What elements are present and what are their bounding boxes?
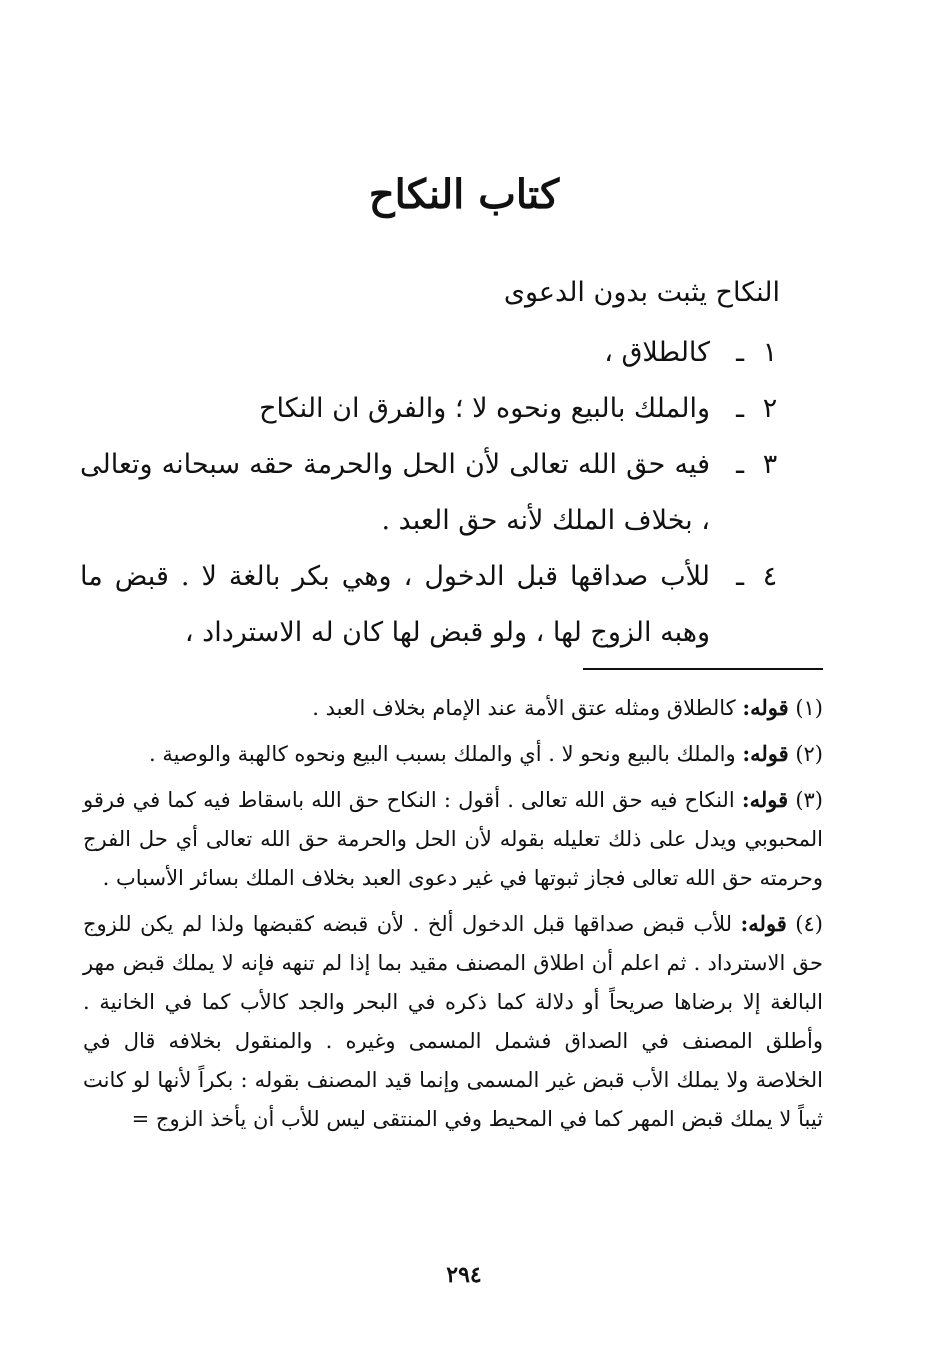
item-number: ٤ (762, 561, 778, 592)
footnote-number: (٢) (795, 742, 823, 766)
footnote-text: والملك بالبيع ونحو لا . أي والملك بسبب البيع ونحوه كالهبة والوصية . (148, 742, 736, 766)
page-number: ٢٩٤ (446, 1262, 482, 1288)
footnote-number: (٤) (795, 912, 823, 936)
intro-line: النكاح يثبت بدون الدعوى (503, 277, 780, 308)
footnote-keyword: قوله: (741, 787, 789, 812)
item-dash: ـ (736, 561, 744, 592)
item-1 (80, 325, 780, 381)
footnote-number: (١) (795, 696, 823, 720)
footnote-number: (٣) (795, 788, 823, 812)
item-4 (80, 549, 780, 661)
footnote-text: للأب قبض صداقها قبل الدخول ألخ . لأن قبضه كقبضها ولذا لم يكن للزوج حق الاسترداد . ثم اعلم أن اطلاق المصنف مقيد بما إذا لم تنهه فإنه لا يملك قبض مهر البالغة إلا برضاها صريحاً أو دلالة كما ذكره في البحر والجد كالأب كما في الخانية . وأطلق المصنف في الصداق فشمل المسمى وغيره . والمنقول بخلافه قال في الخلاصة ولا يملك الأب قبض غير المسمى وإنما قيد المصنف بقوله : بكراً لأنها لو كانت ثيباً لا يملك قبض المهر كما في المحيط وفي المنتقى ليس للأب أن يأخذ الزوج = (83, 912, 823, 1131)
footnote-text: النكاح فيه حق الله تعالى . أقول : النكاح حق الله باسقاط فيه كما في فرقو المحبوبي ويدل على ذلك تعليله بقوله لأن الحل والحرمة حق الله تعالى أي حل الفرج وحرمته حق الله تعالى فجاز ثبوتها في غير دعوى العبد بخلاف الملك بسائر الأسباب . (83, 788, 823, 890)
item-number: ٢ (762, 393, 778, 424)
footnote-1 (83, 688, 823, 728)
item-text: للأب صداقها قبل الدخول ، وهي بكر بالغة لا . قبض ما وهبه الزوج لها ، ولو قبض لها كان له الاسترداد ، (80, 561, 710, 648)
chapter-title: كتاب النكاح (368, 171, 560, 218)
footnote-text: كالطلاق ومثله عتق الأمة عند الإمام بخلاف العبد . (312, 696, 736, 720)
numbered-items (80, 325, 780, 661)
item-dash: ـ (736, 393, 744, 424)
item-number: ٣ (762, 449, 778, 480)
footnote-3 (83, 780, 823, 898)
footnote-keyword: قوله: (740, 911, 787, 936)
footnote-keyword: قوله: (742, 741, 789, 766)
footnote-2 (83, 734, 823, 774)
item-text: والملك بالبيع ونحوه لا ؛ والفرق ان النكاح (259, 393, 710, 424)
item-dash: ـ (736, 337, 744, 368)
item-number: ١ (762, 337, 778, 368)
item-text: كالطلاق ، (604, 337, 710, 368)
footnote-divider (583, 668, 823, 670)
item-dash: ـ (736, 449, 744, 480)
footnote-4 (83, 904, 823, 1139)
footnote-keyword: قوله: (742, 695, 789, 720)
item-3 (80, 437, 780, 549)
item-text: فيه حق الله تعالى لأن الحل والحرمة حقه سبحانه وتعالى ، بخلاف الملك لأنه حق العبد . (80, 449, 710, 536)
footnotes (83, 688, 823, 1145)
item-2 (80, 381, 780, 437)
